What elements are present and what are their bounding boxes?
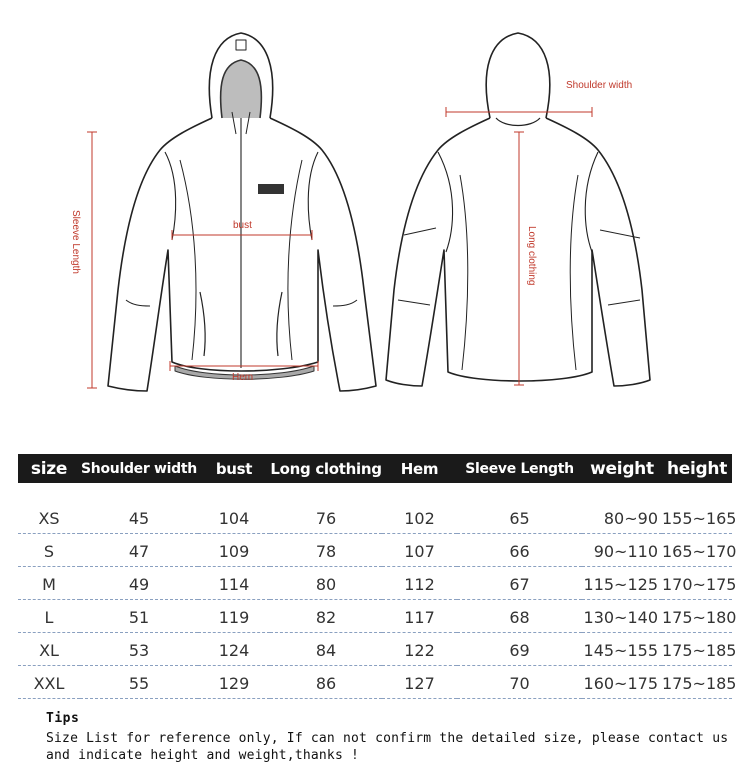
cell-hem: 122 (382, 633, 457, 666)
header-shoulder-width: Shoulder width (81, 460, 197, 477)
table-row (18, 600, 732, 633)
bust-label: bust (233, 220, 252, 231)
tips-title: Tips (46, 711, 80, 726)
cell-height: 155~165 (662, 501, 732, 534)
header-hem: Hem (400, 459, 439, 478)
cell-sleeve-length: 67 (457, 567, 582, 600)
cell-size: M (18, 567, 80, 600)
table-row (18, 633, 732, 666)
cell-shoulder-width: 47 (80, 534, 198, 567)
cell-long-clothing: 76 (270, 501, 382, 534)
cell-weight: 90~110 (582, 534, 662, 567)
cell-bust: 104 (198, 501, 270, 534)
cell-height: 175~185 (662, 633, 732, 666)
cell-hem: 127 (382, 666, 457, 699)
cell-long-clothing: 78 (270, 534, 382, 567)
cell-bust: 114 (198, 567, 270, 600)
table-row (18, 534, 732, 567)
cell-size: XS (18, 501, 80, 534)
header-bust: bust (215, 459, 253, 478)
long-clothing-label: Long clothing (526, 226, 537, 286)
cell-hem: 117 (382, 600, 457, 633)
cell-sleeve-length: 65 (457, 501, 582, 534)
header-sleeve-length: Sleeve Length (465, 460, 574, 477)
cell-shoulder-width: 53 (80, 633, 198, 666)
cell-shoulder-width: 51 (80, 600, 198, 633)
size-chart-table (18, 454, 737, 699)
hem-label: Hem (232, 372, 254, 383)
cell-hem: 112 (382, 567, 457, 600)
cell-shoulder-width: 49 (80, 567, 198, 600)
cell-size: XL (18, 633, 80, 666)
header-size: size (30, 458, 68, 479)
table-row (18, 501, 732, 534)
sleeve-length-label: Sleeve Length (70, 210, 81, 274)
cell-size: L (18, 600, 80, 633)
cell-shoulder-width: 55 (80, 666, 198, 699)
jacket-front-view (108, 33, 376, 391)
measurement-lines (87, 107, 592, 388)
cell-weight: 160~175 (582, 666, 662, 699)
cell-bust: 109 (198, 534, 270, 567)
cell-sleeve-length: 66 (457, 534, 582, 567)
cell-height: 175~180 (662, 600, 732, 633)
cell-hem: 107 (382, 534, 457, 567)
cell-weight: 145~155 (582, 633, 662, 666)
cell-sleeve-length: 68 (457, 600, 582, 633)
cell-long-clothing: 84 (270, 633, 382, 666)
tips-body: Size List for reference only, If can not confirm the detailed size, please contact us and indicate height and weight,thanks ! (46, 731, 729, 763)
header-long-clothing: Long clothing (270, 459, 382, 478)
cell-bust: 129 (198, 666, 270, 699)
cell-sleeve-length: 69 (457, 633, 582, 666)
cell-sleeve-length: 70 (457, 666, 582, 699)
table-row (18, 666, 732, 699)
header-weight: weight (590, 458, 654, 479)
cell-size: S (18, 534, 80, 567)
cell-height: 170~175 (662, 567, 732, 600)
cell-shoulder-width: 45 (80, 501, 198, 534)
cell-long-clothing: 86 (270, 666, 382, 699)
cell-long-clothing: 80 (270, 567, 382, 600)
cell-height: 165~170 (662, 534, 732, 567)
table-row (18, 567, 732, 600)
cell-bust: 119 (198, 600, 270, 633)
cell-hem: 102 (382, 501, 457, 534)
cell-size: XXL (18, 666, 80, 699)
cell-height: 175~185 (662, 666, 732, 699)
shoulder-width-label: Shoulder width (566, 80, 633, 91)
tips-section (46, 711, 736, 764)
cell-bust: 124 (198, 633, 270, 666)
cell-long-clothing: 82 (270, 600, 382, 633)
header-height: height (666, 458, 728, 479)
cell-weight: 130~140 (582, 600, 662, 633)
cell-weight: 80~90 (582, 501, 662, 534)
size-chart-header-row (18, 454, 732, 483)
cell-weight: 115~125 (582, 567, 662, 600)
